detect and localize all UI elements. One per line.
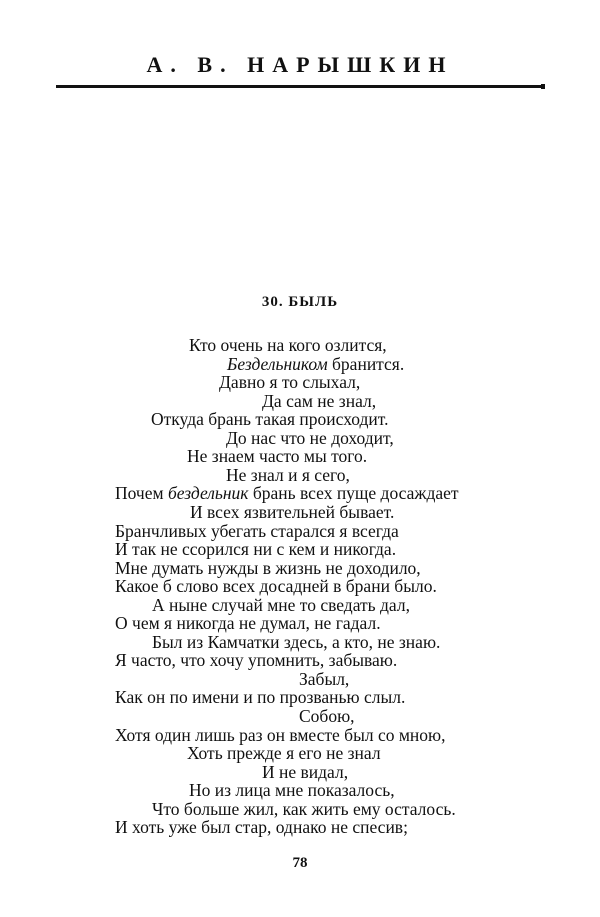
line-text: брань всех пуще досаждает	[248, 483, 459, 504]
poem-line	[115, 559, 421, 578]
poem-line	[115, 540, 396, 559]
poem-line	[262, 392, 376, 411]
line-text: А ныне случай мне то сведать дал,	[152, 594, 410, 615]
line-text: бранится.	[327, 353, 405, 374]
line-text: До нас что не доходит,	[226, 427, 394, 448]
poem-line	[262, 763, 348, 782]
line-text: Я часто, что хочу упомнить, забываю.	[115, 650, 398, 671]
poem-line	[152, 633, 440, 652]
line-text: О чем я никогда не думал, не гадал.	[115, 613, 381, 634]
poem-line	[226, 429, 394, 448]
line-text: Но из лица мне показалось,	[189, 780, 395, 801]
line-text: Забыл,	[299, 668, 350, 689]
line-text: Был из Камчатки здесь, а кто, не знаю.	[152, 631, 441, 652]
poem-line	[227, 355, 404, 374]
line-text: И всех язвительней бывает.	[190, 501, 395, 522]
poem-line	[115, 726, 445, 745]
poem-line	[152, 800, 456, 819]
poem-line	[152, 596, 410, 615]
poem-line	[151, 410, 389, 429]
line-text: Кто очень на кого озлится,	[189, 335, 387, 355]
line-text: Какое б слово всех досадней в брани было.	[115, 576, 437, 597]
poem-line	[115, 484, 459, 503]
poem-line	[187, 447, 367, 466]
italic-word: бездельник	[167, 483, 249, 504]
line-text: Почем	[115, 483, 168, 504]
line-text: Что больше жил, как жить ему осталось.	[152, 798, 456, 819]
poem-line	[115, 614, 381, 633]
poem-line	[115, 651, 397, 670]
line-text: Бранчливых убегать старался я всегда	[115, 520, 399, 541]
line-text: Хоть прежде я его не знал	[187, 743, 381, 764]
line-text: Не знал и я сего,	[226, 464, 350, 485]
line-text: Как он по имени и по прозванью слыл.	[115, 687, 406, 708]
poem-line	[187, 744, 381, 763]
poem-line	[299, 670, 349, 689]
poem-line	[219, 373, 360, 392]
poem-line	[189, 781, 395, 800]
poem-line	[115, 522, 399, 541]
line-text: И хоть уже был стар, однако не спесив;	[115, 817, 408, 838]
poem-line	[189, 336, 387, 355]
line-text: Да сам не знал,	[262, 390, 377, 411]
line-text: Давно я то слыхал,	[219, 372, 361, 393]
poem-line	[115, 577, 437, 596]
line-text: И так не ссорился ни с кем и никогда.	[115, 539, 397, 560]
poem-line	[115, 688, 405, 707]
poem-line	[115, 818, 408, 837]
line-text: Не знаем часто мы того.	[187, 446, 368, 467]
italic-word: Бездельником	[227, 353, 328, 374]
line-text: Откуда брань такая происходит.	[151, 409, 389, 430]
running-head-author: А. В. НАРЫШКИН	[146, 52, 454, 77]
poem-line	[226, 466, 350, 485]
header-rule	[56, 85, 542, 88]
poem-line	[190, 503, 394, 522]
page-number: 78	[292, 855, 308, 871]
poem-title: 30. БЫЛЬ	[261, 294, 339, 310]
line-text: И не видал,	[262, 761, 349, 782]
line-text: Мне думать нужды в жизнь не доходило,	[115, 557, 421, 578]
line-text: Хотя один лишь раз он вместе был со мною,	[115, 724, 446, 745]
poem-line	[299, 707, 355, 726]
line-text: Собою,	[299, 706, 355, 726]
